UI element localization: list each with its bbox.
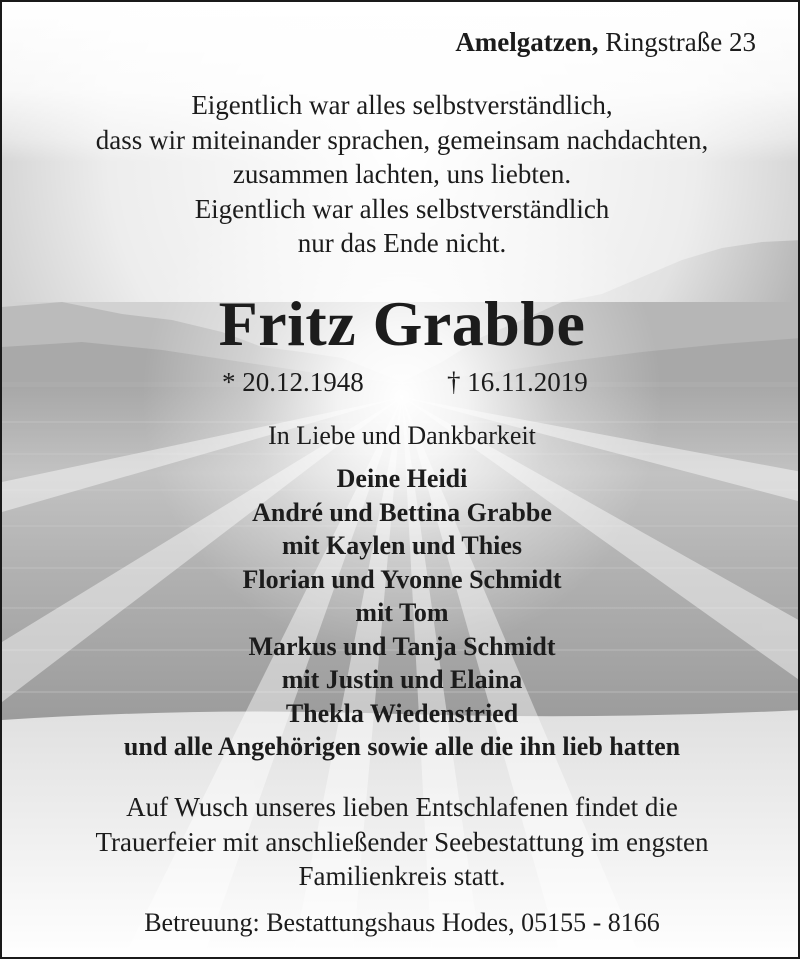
- address-place: Amelgatzen,: [455, 27, 599, 57]
- mourner-line: André und Bettina Grabbe: [252, 497, 552, 527]
- mourner-line: mit Tom: [355, 598, 449, 627]
- deceased-name: Fritz Grabbe: [218, 288, 586, 359]
- poem-line: dass wir miteinander sprachen, gemeinsam nachdachten,: [95, 124, 709, 155]
- address: [455, 26, 756, 58]
- mourner-line: mit Justin und Elaina: [281, 665, 523, 694]
- poem-line: zusammen lachten, uns liebten.: [232, 159, 572, 189]
- mourner-line: Deine Heidi: [336, 464, 468, 493]
- mourners-list: [2, 462, 800, 764]
- address-street: Ringstraße 23: [605, 27, 756, 57]
- funeral-note-line: Trauerfeier mit anschließender Seebestattung im engsten: [95, 826, 709, 857]
- poem: [2, 88, 800, 261]
- undertaker-contact: Betreuung: Bestattungshaus Hodes, 05155 - 8166: [144, 908, 660, 937]
- mourner-line: Thekla Wiedenstried: [285, 698, 519, 728]
- poem-line: Eigentlich war alles selbstverständlich,: [191, 90, 613, 120]
- death-date: † 16.11.2019: [447, 367, 588, 397]
- mourner-line: und alle Angehörigen sowie alle die ihn lieb hatten: [123, 732, 681, 761]
- notice-content: [2, 2, 800, 959]
- poem-line: nur das Ende nicht.: [297, 228, 507, 258]
- mourner-line: Florian und Yvonne Schmidt: [242, 564, 562, 594]
- dedication: In Liebe und Dankbarkeit: [268, 421, 536, 450]
- funeral-note: [2, 790, 800, 894]
- mourner-line: Markus und Tanja Schmidt: [248, 631, 556, 661]
- funeral-note-line: Auf Wusch unseres lieben Entschlafenen findet die: [126, 792, 678, 822]
- funeral-note-line: Familienkreis statt.: [298, 861, 506, 891]
- mourner-line: mit Kaylen und Thies: [281, 531, 523, 560]
- poem-line: Eigentlich war alles selbstverständlich: [194, 193, 610, 224]
- birth-date: * 20.12.1948: [222, 367, 364, 397]
